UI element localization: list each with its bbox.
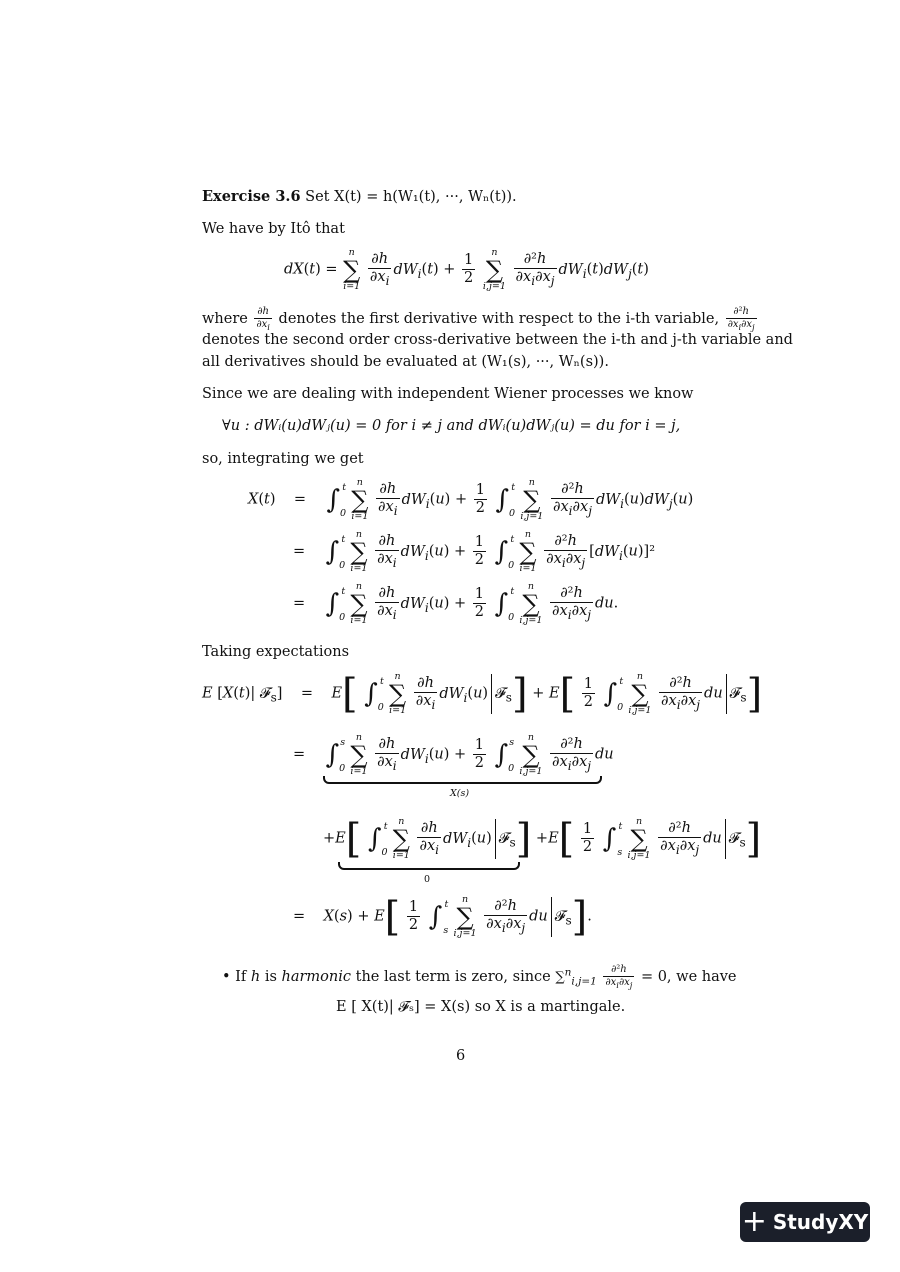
integral-eq-3: = ∫ t 0 n ∑ i=1 $\frac{\partial h}{\partial x_i}$ $dW_i(u)$ + $\frac{1}{2}$ ∫ t 0 n ∑ i,j=1 $\frac{\text{∂²h}}{\partial x_i\partial x_j}$ du. xyxy=(293,581,619,626)
independent-text: Since we are dealing with independent Wiener processes we know xyxy=(202,386,694,402)
underbrace-zero-label: 0 xyxy=(424,874,431,885)
exercise-intro: Set X(t) = h(W₁(t), ···, Wₙ(t)). xyxy=(305,189,517,205)
where-text-1: denotes the first derivative with respect to the i-th variable, xyxy=(278,311,720,327)
expectation-eq-4: = X(s) + E[ $\frac{1}{2}$ ∫ t s n ∑ i,j=1 $\frac{\text{∂²h}}{\partial x_i\partial x_j}$ du 𝓕$_s$]. xyxy=(293,893,592,940)
ito-intro: We have by Itô that xyxy=(202,221,345,237)
integral-eq-1: X(t) = ∫ t 0 n ∑ i=1 $\frac{\partial h}{\partial x_i}$ $dW_i(u)$ + $\frac{1}{2}$ ∫ t 0 n ∑ i,j=1 $\frac{\text{∂²h}}{\partial x_i\partial x_j}$ $dW_i(u)dW_j(u)$ xyxy=(248,477,694,522)
studyxy-logo xyxy=(740,1202,870,1242)
where-line-2: denotes the second order cross-derivative between the i-th and j-th variable and xyxy=(202,332,793,348)
plus-icon: + xyxy=(741,1204,767,1239)
harmonic-word: harmonic xyxy=(281,969,352,985)
forall-statement: ∀u : dWᵢ(u)dWⱼ(u) = 0 for i ≠ j and dWᵢ(u)dWⱼ(u) = du for i = j, xyxy=(222,418,681,434)
where-line-3: all derivatives should be evaluated at (W₁(s), ···, Wₙ(s)). xyxy=(202,354,609,370)
martingale-conclusion: E [ X(t)| 𝓕ₛ] = X(s) so X is a martingale. xyxy=(336,999,626,1015)
integrating-text: so, integrating we get xyxy=(202,451,364,467)
exercise-heading xyxy=(202,188,517,206)
expectations-text: Taking expectations xyxy=(202,644,350,660)
integral-eq-2: = ∫ t 0 n ∑ i=1 $\frac{\partial h}{\partial x_i}$ $dW_i(u)$ + $\frac{1}{2}$ ∫ t 0 n ∑ i=1 $\frac{\text{∂²h}}{\partial x_i\partial x_j}$ $[dW_i(u)]^2$ xyxy=(293,529,656,574)
where-word: where xyxy=(202,311,248,327)
expectation-eq-2: = ∫ s 0 n ∑ i=1 $\frac{\partial h}{\partial x_i}$ $dW_i(u)$ + $\frac{1}{2}$ ∫ s 0 n ∑ i,j=1 $\frac{\text{∂²h}}{\partial x_i\partial x_j}$ du xyxy=(293,732,614,777)
ito-formula: dX(t) = n ∑ i=1 $\frac{\partial h}{\partial x_i}$ $dW_i(t)$ + $\frac{1}{2}$ n ∑ i,j=1 $\frac{\text{∂²h}}{\partial x_i\partial x_j}$ $dW_i(t)dW_j(t)$ xyxy=(284,247,649,292)
expectation-eq-3: +E[ ∫ t 0 n ∑ i=1 $\frac{\partial h}{\partial x_i}$ $dW_i(u)$ 𝓕$_s$] +E[ $\frac{1}{2}$ ∫ t s n ∑ i,j=1 $\frac{\text{∂²h}}{\partial x_i\partial x_j}$ du 𝓕$_s$] xyxy=(323,815,762,862)
underbrace-xs xyxy=(323,776,602,784)
underbrace-xs-label: X(s) xyxy=(450,788,470,799)
underbrace-zero xyxy=(338,862,520,870)
where-line-1: where $\frac{\partial h}{\partial x_i}$ denotes the first derivative with respect to the i-th variable, $\frac{\text{∂²h}}{\partial x_i\partial x_j}$ xyxy=(202,306,755,332)
logo-brand: StudyXY xyxy=(772,1210,869,1234)
expectation-eq-1: E [X(t)| 𝓕$_s$] = E[ ∫ t 0 n ∑ i=1 $\frac{\partial h}{\partial x_i}$ $dW_i(u)$ 𝓕$_s$] + E[ $\frac{1}{2}$ ∫ t 0 n ∑ i,j=1 $\frac{\text{∂²h}}{\partial x_i\partial x_j}$ du 𝓕$_s$] xyxy=(202,670,763,717)
bullet-end-text: = 0, we have xyxy=(640,969,737,985)
page-number: 6 xyxy=(456,1048,466,1064)
exercise-label: Exercise 3.6 xyxy=(202,188,301,205)
harmonic-bullet: • If h is harmonic the last term is zero, since ∑$^n_{i,j=1}$ $\frac{\text{∂²h}}{\partial x_i\partial x_j}$ = 0, we have xyxy=(222,964,737,990)
